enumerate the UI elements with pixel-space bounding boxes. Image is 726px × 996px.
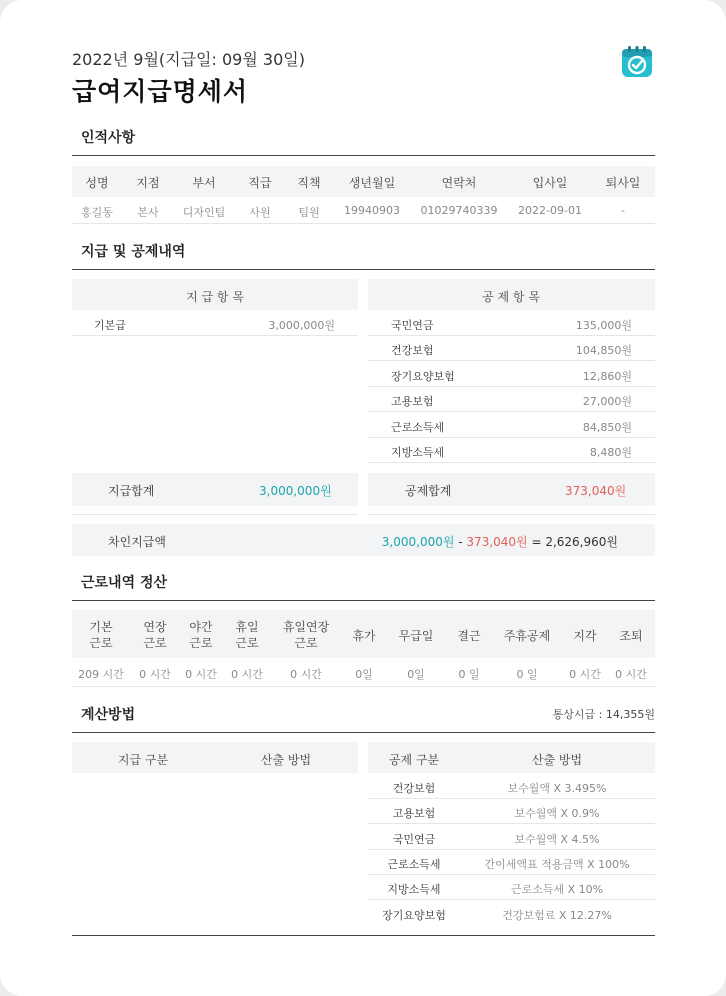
calc-deduct-type: 지방소득세: [387, 883, 441, 896]
row-divider: [72, 686, 655, 687]
work-col-basic-line1: 기본: [89, 620, 113, 634]
calc-deduct-type: 장기요양보험: [382, 909, 446, 922]
work-night-value: 0 시간: [185, 668, 217, 681]
row-divider: [368, 798, 655, 799]
deduction-amount: 27,000원: [582, 395, 632, 408]
calc-pay-header-band: [72, 742, 358, 773]
work-col-night-line1: 야간: [189, 620, 213, 634]
calc-pay-col-method: 산출 방법: [260, 753, 312, 767]
payment-total-label: 지급합계: [108, 484, 155, 498]
work-overtime-value: 0 시간: [139, 668, 171, 681]
calc-deduct-type: 고용보험: [392, 807, 436, 820]
personal-col-name: 성명: [85, 176, 109, 190]
personal-col-hire: 입사일: [532, 176, 568, 190]
work-col-overtime: [143, 619, 166, 651]
section-divider: [72, 935, 655, 936]
section-divider: [72, 600, 655, 601]
work-col-holiday-overtime-line2: 근로: [294, 636, 318, 650]
personal-col-position: 직책: [297, 176, 321, 190]
personal-col-branch: 지점: [136, 176, 160, 190]
row-divider: [368, 849, 655, 850]
section-title-calc: 계산방법: [81, 707, 136, 723]
work-vacation-value: 0일: [355, 668, 373, 681]
work-col-holiday-overtime-line1: 휴일연장: [282, 620, 330, 634]
calc-deduct-col-method: 산출 방법: [531, 753, 583, 767]
section-title-work: 근로내역 정산: [81, 575, 168, 591]
work-weekly-deduction-value: 0 일: [516, 668, 538, 681]
deduction-amount: 135,000원: [575, 319, 632, 332]
work-col-late: 지각: [573, 629, 597, 643]
work-col-absence: 결근: [457, 629, 481, 643]
payment-items-header: 지 급 항 목: [186, 290, 244, 304]
calc-deduct-method: 보수월액 X 4.5%: [514, 833, 600, 846]
personal-leave-value: -: [621, 204, 625, 217]
row-divider: [368, 335, 655, 336]
work-col-unpaid: 무급일: [398, 629, 434, 643]
net-pay-minus: -: [454, 535, 467, 549]
row-divider: [368, 386, 655, 387]
work-holiday-overtime-value: 0 시간: [290, 668, 322, 681]
section-divider: [72, 732, 655, 733]
deduction-total-amount: 373,040원: [565, 484, 627, 498]
personal-rank-value: 사원: [249, 206, 271, 219]
work-col-weekly-deduction: 주휴공제: [503, 629, 551, 643]
work-absence-value: 0 일: [458, 668, 480, 681]
deduction-amount: 84,850원: [582, 421, 632, 434]
calc-deduct-type: 국민연금: [392, 833, 436, 846]
net-pay-label: 차인지급액: [108, 535, 166, 549]
deduction-label: 지방소득세: [391, 446, 445, 459]
personal-birth-value: 19940903: [344, 204, 400, 217]
calc-deduct-method: 보수월액 X 0.9%: [514, 807, 600, 820]
personal-col-birth: 생년월일: [348, 176, 396, 190]
deduction-items-header: 공 제 항 목: [482, 290, 540, 304]
hourly-wage: 통상시급 : 14,355원: [552, 708, 655, 721]
work-col-holiday: [235, 619, 258, 651]
deduction-label: 장기요양보험: [391, 370, 455, 383]
deduction-amount: 8,480원: [589, 446, 632, 459]
work-col-holiday-line2: 근로: [235, 636, 259, 650]
work-late-value: 0 시간: [569, 668, 601, 681]
work-col-vacation: 휴가: [352, 629, 376, 643]
section-title-pay: 지급 및 공제내역: [81, 244, 186, 260]
net-pay-gross: 3,000,000원: [381, 535, 455, 549]
row-divider: [72, 223, 655, 224]
work-early-leave-value: 0 시간: [615, 668, 647, 681]
calc-deduct-method: 간이세액표 적용금액 X 100%: [484, 858, 630, 871]
deduction-label: 국민연금: [391, 319, 434, 332]
net-pay-formula: [382, 533, 618, 550]
work-col-overtime-line1: 연장: [143, 620, 167, 634]
work-col-holiday-line1: 휴일: [235, 620, 259, 634]
calendar-check-icon[interactable]: [621, 46, 653, 78]
row-divider: [368, 899, 655, 900]
calc-deduct-method: 건강보험료 X 12.27%: [502, 909, 612, 922]
calc-deduct-method: 근로소득세 X 10%: [510, 883, 604, 896]
row-divider: [368, 360, 655, 361]
deduction-label: 건강보험: [391, 344, 434, 357]
work-col-basic: [89, 619, 112, 651]
net-pay-deduction: 373,040원: [466, 535, 528, 549]
personal-position-value: 팀원: [298, 206, 320, 219]
work-basic-value: 209 시간: [78, 668, 124, 681]
section-title-personal: 인적사항: [81, 130, 136, 146]
work-holiday-value: 0 시간: [231, 668, 263, 681]
work-col-night-line2: 근로: [189, 636, 213, 650]
deduction-amount: 12,860원: [582, 370, 632, 383]
work-unpaid-value: 0일: [407, 668, 425, 681]
row-divider: [368, 874, 655, 875]
personal-hire-value: 2022-09-01: [518, 204, 582, 217]
work-col-holiday-overtime: [283, 619, 329, 651]
row-divider: [368, 411, 655, 412]
payment-amount: 3,000,000원: [268, 319, 335, 332]
deduction-label: 근로소득세: [391, 421, 445, 434]
net-pay-result: = 2,626,960원: [527, 535, 618, 549]
work-col-overtime-line2: 근로: [143, 636, 167, 650]
row-divider: [368, 462, 655, 463]
section-divider: [72, 269, 655, 270]
payment-total-amount: 3,000,000원: [259, 484, 332, 498]
work-col-night: [189, 619, 212, 651]
calc-pay-col-type: 지급 구분: [117, 753, 169, 767]
page-title: 급여지급명세서: [72, 77, 249, 106]
personal-name-value: 홍길동: [81, 206, 113, 219]
personal-col-rank: 직급: [248, 176, 272, 190]
calc-deduct-col-type: 공제 구분: [388, 753, 440, 767]
personal-col-dept: 부서: [192, 176, 216, 190]
row-divider: [368, 823, 655, 824]
calc-deduct-type: 건강보험: [392, 782, 436, 795]
payment-label: 기본급: [94, 319, 126, 332]
personal-contact-value: 01029740339: [420, 204, 498, 217]
deduction-total-label: 공제합계: [405, 484, 452, 498]
personal-col-contact: 연락처: [441, 176, 477, 190]
calc-deduct-type: 근로소득세: [387, 858, 441, 871]
personal-dept-value: 디자인팀: [182, 206, 226, 219]
row-divider: [368, 437, 655, 438]
row-divider: [72, 335, 358, 336]
calc-deduct-method: 보수월액 X 3.495%: [507, 782, 607, 795]
row-divider: [368, 514, 655, 515]
personal-col-leave: 퇴사일: [605, 176, 641, 190]
row-divider: [72, 514, 358, 515]
pay-period: 2022년 9월(지급일: 09월 30일): [72, 50, 305, 69]
section-divider: [72, 155, 655, 156]
deduction-amount: 104,850원: [575, 344, 632, 357]
deduction-label: 고용보험: [391, 395, 434, 408]
work-col-early-leave: 조퇴: [619, 629, 643, 643]
personal-branch-value: 본사: [137, 206, 159, 219]
work-col-basic-line2: 근로: [89, 636, 113, 650]
